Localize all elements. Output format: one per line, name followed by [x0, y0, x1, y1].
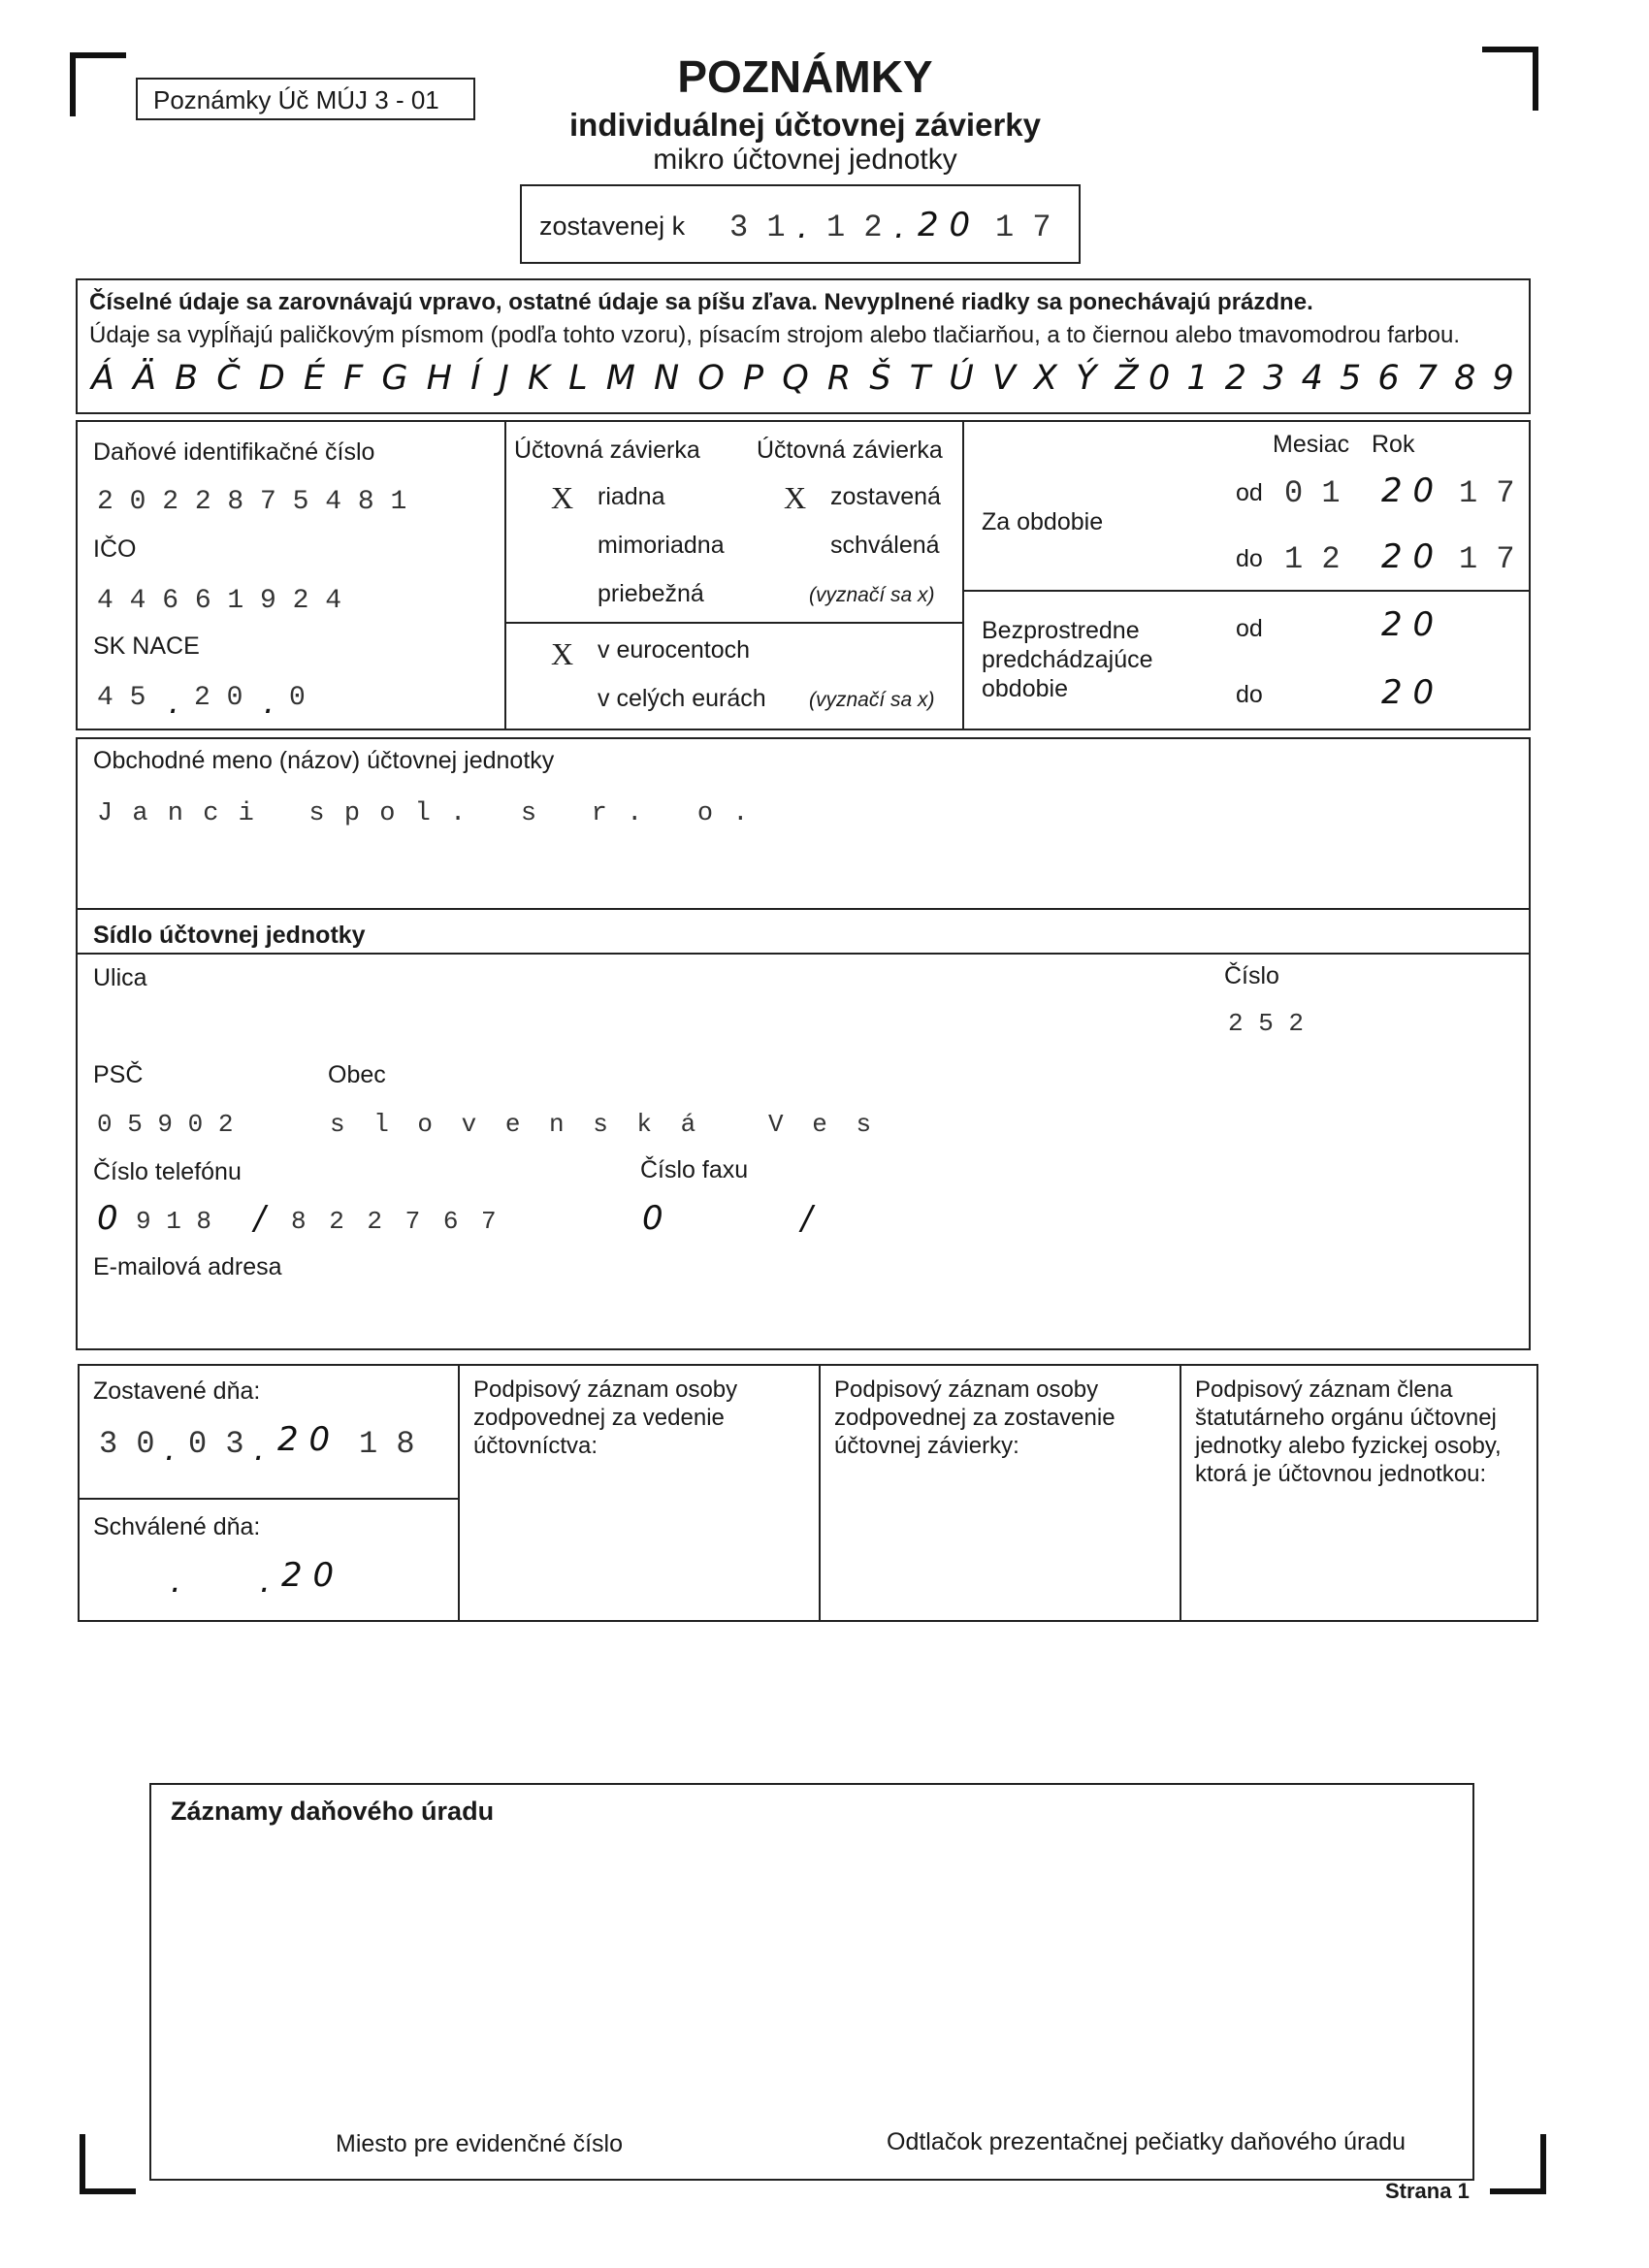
compiled-on-century: 2 0	[277, 1420, 331, 1459]
ico-label: IČO	[93, 535, 137, 563]
compiled-to-month: 1 2	[826, 210, 883, 245]
period-to-month: 1 2	[1284, 541, 1341, 577]
fax-label: Číslo faxu	[640, 1156, 749, 1183]
prev-to-label: do	[1236, 681, 1263, 708]
period-to-year-hand: 2 0	[1381, 537, 1435, 576]
eurocents-checkbox[interactable]: X	[551, 636, 574, 671]
compiled-to-year: 1 7	[995, 210, 1051, 245]
divider	[76, 908, 1531, 910]
compiled-to-century: 2 0	[918, 206, 971, 244]
dot: .	[264, 683, 275, 722]
dot: .	[171, 1562, 181, 1601]
nace-part-2: 2 0	[194, 683, 243, 713]
prev-period-label-3: obdobie	[982, 675, 1068, 702]
period-from-label: od	[1236, 479, 1263, 506]
year-header: Rok	[1372, 431, 1415, 458]
divider	[504, 622, 962, 624]
nace-part-1: 4 5	[97, 683, 146, 713]
nace-part-3: 0	[289, 683, 306, 713]
fax-slash: /	[801, 1199, 813, 1238]
nace-label: SK NACE	[93, 632, 200, 660]
period-from-year: 1 7	[1459, 475, 1515, 511]
statement-type-label-2: Účtovná závierka	[757, 437, 943, 464]
compiled-to-day: 3 1	[729, 210, 786, 245]
approved-on-year: 2 0	[281, 1556, 335, 1595]
address-section-label: Sídlo účtovnej jednotky	[93, 922, 366, 949]
company-name-value: J a n c i s p o l . s r . o .	[97, 799, 751, 828]
signature-compilation-label: Podpisový záznam osoby zodpovednej za zostavenie účtovnej závierky:	[834, 1377, 1116, 1459]
regular-checkbox[interactable]: X	[551, 480, 574, 515]
instructions-line-1: Číselné údaje sa zarovnávajú vpravo, ostatné údaje sa píšu zľava. Nevyplnené riadky sa ponechávajú prázdne.	[89, 289, 1313, 315]
corner-mark-top-right	[1482, 47, 1538, 111]
compiled-to-label: zostavenej k	[539, 211, 686, 241]
signature-accounting-label: Podpisový záznam osoby zodpovednej za vedenie účtovníctva:	[473, 1377, 738, 1459]
phone-slash: /	[254, 1199, 266, 1238]
month-header: Mesiac	[1273, 431, 1350, 458]
page-subtitle: individuálnej účtovnej závierky	[569, 107, 1041, 143]
tax-office-section	[149, 1783, 1474, 2181]
prev-to-value: 2 0	[1381, 673, 1435, 712]
approved-label: schválená	[830, 532, 940, 559]
phone-prefix: 9 1 8	[136, 1207, 212, 1236]
stamp-label: Odtlačok prezentačnej pečiatky daňového úradu	[887, 2128, 1406, 2155]
dic-value: 2 0 2 2 8 7 5 4 8 1	[97, 487, 407, 517]
psc-label: PSČ	[93, 1061, 144, 1088]
extraordinary-label: mimoriadna	[598, 532, 725, 559]
page-subtitle-2: mikro účtovnej jednotky	[653, 144, 957, 176]
prev-period-label-1: Bezprostredne	[982, 617, 1140, 644]
psc-value: 0 5 9 0 2	[97, 1110, 234, 1139]
interim-label: priebežná	[598, 580, 704, 607]
dot: .	[797, 208, 808, 246]
corner-mark-top-left	[70, 52, 126, 116]
form-code: Poznámky Úč MÚJ 3 - 01	[153, 85, 439, 114]
mark-note-1: (vyznačí sa x)	[809, 584, 935, 606]
eurocents-label: v eurocentoch	[598, 636, 751, 664]
approved-on-label: Schválené dňa:	[93, 1513, 261, 1540]
prev-from-value: 2 0	[1381, 605, 1435, 644]
period-label: Za obdobie	[982, 508, 1104, 535]
company-name-label: Obchodné meno (názov) účtovnej jednotky	[93, 747, 555, 774]
compiled-label: zostavená	[830, 483, 941, 510]
signature-accounting-field[interactable]	[462, 1494, 815, 1616]
dot: .	[254, 1430, 265, 1469]
dot: .	[165, 1430, 176, 1469]
corner-mark-bottom-left	[80, 2134, 136, 2194]
tax-office-title: Záznamy daňového úradu	[171, 1797, 495, 1826]
period-from-month: 0 1	[1284, 475, 1341, 511]
dic-label: Daňové identifikačné číslo	[93, 438, 375, 466]
divider	[1180, 1364, 1181, 1622]
page-title: POZNÁMKY	[677, 51, 933, 102]
prev-period-label-2: predchádzajúce	[982, 646, 1153, 673]
phone-prefix-hand: 0	[97, 1199, 118, 1238]
page-number: Strana 1	[1385, 2179, 1470, 2203]
fax-prefix: 0	[642, 1199, 663, 1238]
signature-statutory-label: Podpisový záznam člena štatutárneho orgánu účtovnej jednotky alebo fyzickej osoby, ktorá je účtovnou jednotkou:	[1195, 1377, 1502, 1487]
dot: .	[260, 1562, 271, 1601]
compiled-on-day: 3 0	[99, 1426, 155, 1462]
company-section	[76, 737, 1531, 1350]
corner-mark-bottom-right	[1490, 2134, 1546, 2194]
signature-statutory-field[interactable]	[1183, 1494, 1535, 1616]
divider	[962, 590, 1531, 592]
town-value: s l o v e n s k á V e s	[330, 1110, 879, 1139]
period-from-year-hand: 2 0	[1381, 471, 1435, 510]
prev-from-label: od	[1236, 615, 1263, 642]
period-to-label: do	[1236, 545, 1263, 572]
whole-euros-label: v celých eurách	[598, 685, 766, 712]
compiled-on-month: 0 3	[188, 1426, 244, 1462]
phone-label: Číslo telefónu	[93, 1158, 242, 1185]
instructions-line-2: Údaje sa vypĺňajú paličkovým písmom (podľa tohto vzoru), písacím strojom alebo tlačiarňou, a to čiernou alebo tmavomodrou farbou.	[89, 322, 1461, 348]
statement-type-label-1: Účtovná závierka	[514, 437, 700, 464]
divider	[458, 1364, 460, 1622]
period-to-year: 1 7	[1459, 541, 1515, 577]
number-value: 2 5 2	[1228, 1009, 1305, 1038]
phone-number: 8 2 2 7 6 7	[291, 1207, 501, 1236]
signature-compilation-field[interactable]	[823, 1494, 1176, 1616]
divider	[78, 1498, 458, 1500]
mark-note-2: (vyznačí sa x)	[809, 689, 935, 711]
divider	[76, 953, 1531, 955]
dot: .	[894, 208, 905, 246]
email-label: E-mailová adresa	[93, 1253, 282, 1280]
sample-letters: Á Ä B Č D É F G H Í J K L M N O P Q R Š T Ú V X Ý Ž	[91, 359, 1139, 398]
divider	[819, 1364, 821, 1622]
regular-label: riadna	[598, 483, 665, 510]
compiled-checkbox[interactable]: X	[784, 480, 807, 515]
compiled-on-year: 1 8	[359, 1426, 415, 1462]
compiled-on-label: Zostavené dňa:	[93, 1377, 261, 1405]
ico-value: 4 4 6 6 1 9 2 4	[97, 586, 342, 616]
dot: .	[169, 683, 179, 722]
registration-number-label: Miesto pre evidenčné číslo	[336, 2130, 623, 2157]
town-label: Obec	[328, 1061, 386, 1088]
divider	[962, 420, 964, 730]
sample-digits: 0 1 2 3 4 5 6 7 8 9	[1148, 359, 1514, 398]
street-label: Ulica	[93, 964, 147, 991]
divider	[504, 420, 506, 730]
number-label: Číslo	[1224, 962, 1279, 989]
